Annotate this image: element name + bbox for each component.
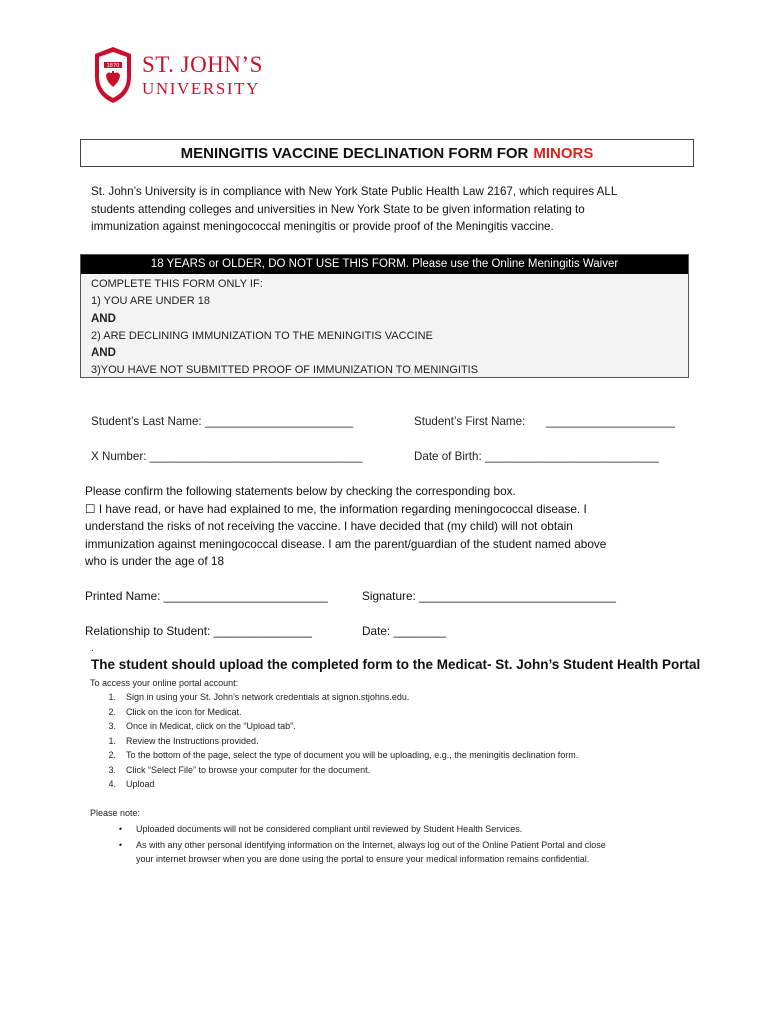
signature-field[interactable]: Signature: ______________________________	[362, 589, 616, 603]
bullet-icon: •	[118, 824, 122, 834]
university-logo	[90, 45, 266, 105]
list-item: 1. Review the Instructions provided.	[108, 735, 259, 746]
list-item: 3. Click “Select File” to browse your computer for the document.	[108, 764, 371, 775]
form-title	[80, 139, 694, 167]
logo-name-line2: UNIVERSITY	[142, 79, 260, 98]
intro-paragraph	[91, 183, 691, 236]
bullet-icon: •	[118, 839, 122, 850]
notice-line: 2) ARE DECLINING IMMUNIZATION TO THE MENINGITIS VACCINE	[91, 329, 433, 342]
acknowledgement-checkbox[interactable]: ☐	[85, 501, 96, 516]
printed-name-field[interactable]: Printed Name: _________________________	[85, 589, 328, 603]
upload-steps-list	[90, 690, 710, 792]
confirm-instruction: Please confirm the following statements below by checking the corresponding box.	[85, 484, 516, 498]
date-field[interactable]: Date: ________	[362, 624, 446, 638]
x-number-field[interactable]: X Number: _________________________________	[91, 450, 363, 463]
note-label: Please note:	[90, 808, 141, 818]
notice-header: 18 YEARS or OLDER, DO NOT USE THIS FORM. Please use the Online Meningitis Waiver	[81, 255, 688, 274]
intro-line: students attending colleges and universities in New York State to be given information relating to	[91, 202, 585, 216]
notice-body	[81, 274, 688, 380]
upload-heading: The student should upload the completed form to the Medicat- St. John’s Student Health Portal	[91, 657, 701, 672]
relationship-field[interactable]: Relationship to Student: _______________	[85, 624, 312, 638]
list-item: 1. Sign in using your St. John's network credentials at signon.stjohns.edu.	[108, 692, 410, 702]
form-title-main: MENINGITIS VACCINE DECLINATION FORM FOR	[180, 144, 529, 162]
confirm-line: I have read, or have had explained to me, the information regarding meningococcal disease. I	[95, 501, 587, 516]
stray-period: .	[91, 643, 94, 654]
form-title-highlight: MINORS	[533, 144, 594, 162]
notice-and: AND	[91, 347, 116, 360]
last-name-field[interactable]: Student’s Last Name: _______________________	[91, 415, 354, 428]
confirm-line: immunization against meningococcal disease. I am the parent/guardian of the student named above	[85, 536, 607, 551]
list-item: • Uploaded documents will not be considered compliant until reviewed by Student Health Services.	[90, 822, 710, 837]
notice-line: COMPLETE THIS FORM ONLY IF:	[91, 278, 263, 290]
notice-and: AND	[91, 312, 116, 325]
eligibility-notice-box	[80, 254, 689, 378]
list-item: 2. Click on the icon for Medicat.	[108, 706, 242, 717]
notes-list	[90, 822, 710, 868]
first-name-label: Student’s First Name:	[414, 415, 526, 428]
access-intro: To access your online portal account:	[90, 678, 239, 688]
list-item: 3. Once in Medicat, click on the “Upload tab”.	[108, 721, 296, 731]
list-item: 2. To the bottom of the page, select the type of document you will be uploading, e.g., the meningitis declination form.	[108, 750, 579, 760]
logo-name-line1: ST. JOHN’S	[142, 52, 263, 77]
date-of-birth-field[interactable]: Date of Birth: ___________________________	[414, 450, 659, 463]
intro-line: immunization against meningococcal meningitis or provide proof of the Meningitis vaccine.	[91, 220, 554, 233]
svg-text:1870: 1870	[106, 63, 120, 69]
intro-line: St. John’s University is in compliance with New York State Public Health Law 2167, which requires ALL	[91, 185, 618, 198]
list-item: 4. Upload	[108, 779, 155, 789]
notice-line: 1) YOU ARE UNDER 18	[91, 295, 211, 308]
university-crest-icon	[90, 45, 136, 105]
confirmation-statement	[85, 483, 685, 571]
first-name-field[interactable]: ____________________	[546, 415, 675, 428]
confirm-line: who is under the age of 18	[85, 554, 225, 568]
list-item: • As with any other personal identifying information on the Internet, always log out of the Online Patient Portal and close your internet browser when you are done using the portal to ensure your medical information remains confidential.	[90, 838, 710, 867]
notice-line: 3)YOU HAVE NOT SUBMITTED PROOF OF IMMUNIZATION TO MENINGITIS	[91, 364, 479, 377]
confirm-line: understand the risks of not receiving the vaccine. I have decided that (my child) will not obtain	[85, 519, 573, 533]
